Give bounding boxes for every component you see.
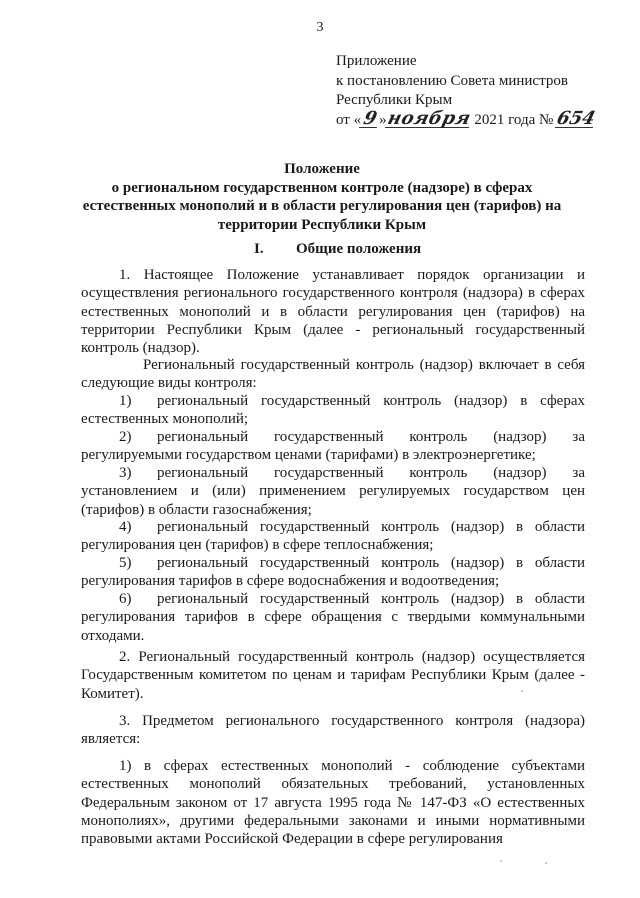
date-day: 9 xyxy=(359,111,381,128)
scan-speck xyxy=(545,862,547,864)
section-title: Общие положения xyxy=(296,241,422,257)
paragraph-4: 3. Предметом регионального государственного контроля (надзора) является: xyxy=(81,713,585,748)
list-item-5 xyxy=(81,554,585,591)
list-item-3 xyxy=(81,464,585,519)
document-title xyxy=(70,160,574,234)
annex-block xyxy=(336,52,598,130)
list-item-1-number: 1) xyxy=(119,393,132,409)
paragraph-5: 1) в сферах естественных монополий - соблюдение субъектами естественных монополий обязательных требований, установленных Федеральным законом от 17 августа 1995 года № 147-ФЗ «О естественных монополиях», другими федеральными законами и иными нормативными правовыми актами Российской Федерации в сфере регулирования xyxy=(81,758,585,848)
date-number: 654 xyxy=(554,107,598,129)
list-item-6-number: 6) xyxy=(119,591,132,607)
annex-date-line xyxy=(336,107,598,131)
annex-line-2: к постановлению Совета министров xyxy=(336,72,568,89)
list-item-3-number: 3) xyxy=(119,465,132,481)
date-prefix: от « xyxy=(336,111,362,128)
annex-line-1: Приложение xyxy=(336,53,417,69)
list-item-5-text: региональный государственный контроль (надзор) в области регулирования тарифов в сфере водоснабжения и водоотведения; xyxy=(81,555,585,590)
title-line-4: территории Республики Крым xyxy=(217,216,427,233)
date-year: 2021 года № xyxy=(474,111,554,128)
list-item-1 xyxy=(81,392,585,429)
list-item-4-number: 4) xyxy=(119,519,132,535)
paragraph-1: 1. Настоящее Положение устанавливает порядок организации и осуществления регионального государственного контроля (надзора) в сферах естественных монополий и в области регулирования цен (тарифов) на территории Республики Крым (далее - региональный государственный контроль (надзор). xyxy=(81,267,585,357)
section-roman: I. xyxy=(254,241,264,257)
list-item-2-text: региональный государственный контроль (надзор) за регулируемыми государством ценами (тарифами) в электроэнергетике; xyxy=(81,429,585,464)
list-item-1-text: региональный государственный контроль (надзор) в сферах естественных монополий; xyxy=(81,393,585,428)
list-item-4-text: региональный государственный контроль (надзор) в области регулирования цен (тарифов) в сфере теплоснабжения; xyxy=(81,519,585,554)
title-line-1: Положение xyxy=(284,161,360,177)
list-item-6 xyxy=(81,590,585,645)
paragraph-3: 2. Региональный государственный контроль (надзор) осуществляется Государственным комитетом по ценам и тарифам Республики Крым (далее - Комитет). xyxy=(81,649,585,702)
date-mid: » xyxy=(379,111,387,128)
page-number: 3 xyxy=(316,20,324,35)
list-item-2 xyxy=(81,428,585,465)
title-line-3: естественных монополий и в области регулирования цен (тарифов) на xyxy=(82,198,562,214)
list-item-2-number: 2) xyxy=(119,429,132,445)
list-item-5-number: 5) xyxy=(119,555,132,571)
list-item-6-text: региональный государственный контроль (надзор) в области регулирования тарифов в сфере обращения с твердыми коммунальными отходами. xyxy=(81,591,585,644)
date-month: ноября xyxy=(385,107,473,129)
title-line-2: о региональном государственном контроле (надзоре) в сферах xyxy=(111,179,533,196)
scan-speck xyxy=(521,690,523,692)
list-item-3-text: региональный государственный контроль (надзор) за установлением и (или) применением регулируемых государством цен (тарифов) в области газоснабжения; xyxy=(81,465,585,518)
list-item-4 xyxy=(81,518,585,555)
annex-line-3: Республики Крым xyxy=(336,92,453,108)
paragraph-2: Региональный государственный контроль (надзор) включает в себя следующие виды контроля: xyxy=(81,357,585,392)
scan-speck xyxy=(500,860,502,862)
